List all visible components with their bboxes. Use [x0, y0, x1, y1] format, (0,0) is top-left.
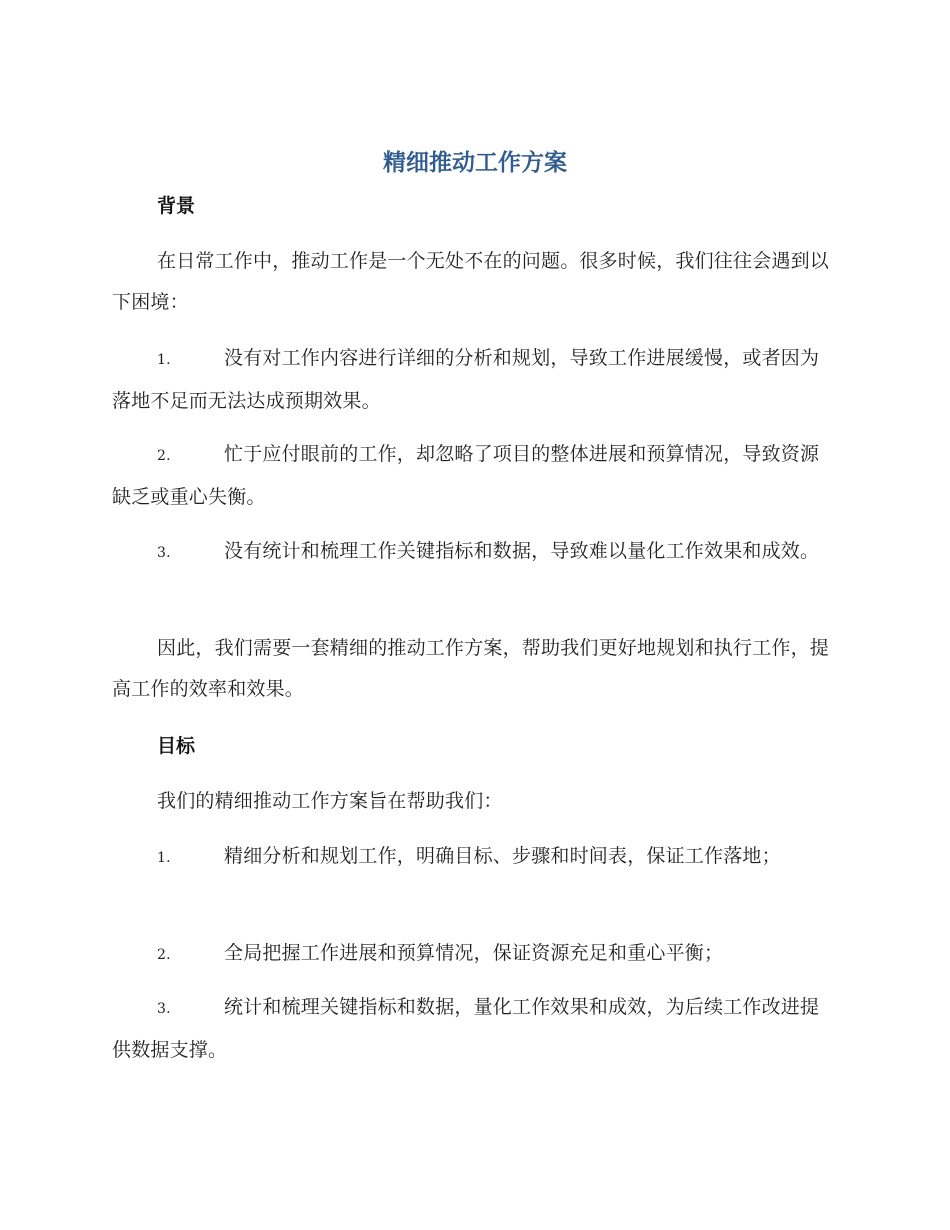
- list-item-text: 全局把握工作进展和预算情况，保证资源充足和重心平衡；: [224, 942, 724, 964]
- goals-list-item-1: [112, 836, 834, 879]
- section-heading-background: 背景: [157, 195, 196, 217]
- background-intro-paragraph: 在日常工作中，推动工作是一个无处不在的问题。很多时候，我们往往会遇到以下困境：: [112, 250, 830, 313]
- list-item-text: 统计和梳理关键指标和数据，量化工作效果和成效，为后续工作改进提供数据支撑。: [112, 996, 820, 1061]
- background-list-item-2: [112, 434, 834, 518]
- background-list-item-3: [112, 531, 834, 574]
- list-item-text: 精细分析和规划工作，明确目标、步骤和时间表，保证工作落地；: [224, 845, 781, 867]
- section-heading-goals: 目标: [157, 735, 196, 757]
- list-item-text: 没有对工作内容进行详细的分析和规划，导致工作进展缓慢，或者因为落地不足而无法达成预期效果。: [112, 347, 820, 412]
- list-item-number: 3.: [157, 1001, 171, 1017]
- list-item-number: 2.: [157, 448, 171, 464]
- list-item-number: 2.: [157, 947, 171, 963]
- list-item-number: 1.: [157, 352, 171, 368]
- list-item-text: 没有统计和梳理工作关键指标和数据，导致难以量化工作效果和成效。: [224, 540, 820, 562]
- document-title: 精细推动工作方案: [383, 150, 567, 176]
- list-item-number: 3.: [157, 545, 171, 561]
- background-conclusion-paragraph: 因此，我们需要一套精细的推动工作方案，帮助我们更好地规划和执行工作，提高工作的效率和效果。: [112, 637, 830, 700]
- list-item-text: 忙于应付眼前的工作，却忽略了项目的整体进展和预算情况，导致资源缺乏或重心失衡。: [112, 443, 820, 508]
- goals-intro-paragraph: 我们的精细推动工作方案旨在帮助我们：: [157, 790, 503, 812]
- list-item-number: 1.: [157, 850, 171, 866]
- goals-list-item-2: [112, 933, 834, 976]
- background-list-item-1: [112, 338, 834, 422]
- goals-list-item-3: [112, 987, 834, 1071]
